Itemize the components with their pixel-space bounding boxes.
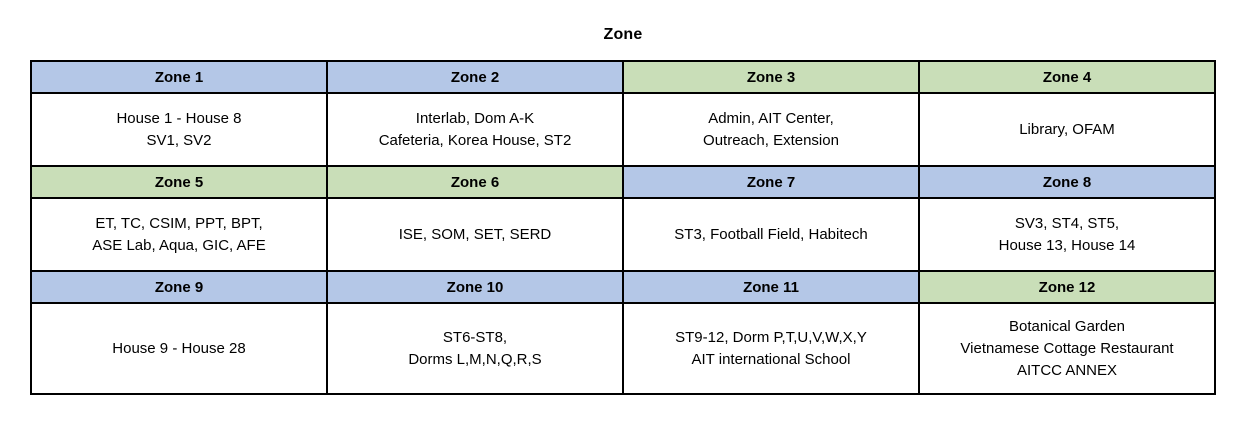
content-line: SV1, SV2 — [146, 131, 212, 149]
content-line: ST9-12, Dorm P,T,U,V,W,X,Y — [675, 328, 867, 346]
zone-content-row-2 — [31, 198, 1215, 271]
zone-2-header: Zone 2 — [327, 61, 623, 93]
zone-6-header: Zone 6 — [327, 166, 623, 198]
content-line: SV3, ST4, ST5, — [1014, 214, 1120, 232]
content-line: ISE, SOM, SET, SERD — [398, 225, 552, 243]
zone-6-content — [327, 198, 623, 271]
zone-9-content — [31, 303, 327, 394]
content-line: ST3, Football Field, Habitech — [674, 225, 868, 243]
content-line: Interlab, Dom A-K — [415, 109, 535, 127]
zone-1-header: Zone 1 — [31, 61, 327, 93]
zone-10-content — [327, 303, 623, 394]
content-line: ASE Lab, Aqua, GIC, AFE — [92, 236, 266, 254]
zone-4-content — [919, 93, 1215, 166]
zone-header-row-2 — [31, 166, 1215, 198]
zone-7-header: Zone 7 — [623, 166, 919, 198]
zone-header-row-3 — [31, 271, 1215, 303]
table-title: Zone — [603, 26, 643, 43]
content-line: Dorms L,M,N,Q,R,S — [408, 350, 542, 368]
zone-10-header: Zone 10 — [327, 271, 623, 303]
content-line: Botanical Garden — [1009, 317, 1125, 335]
content-line: House 13, House 14 — [998, 236, 1136, 254]
zone-2-content — [327, 93, 623, 166]
content-line: AITCC ANNEX — [1016, 361, 1118, 379]
zone-content-row-3 — [31, 303, 1215, 394]
zone-7-content — [623, 198, 919, 271]
zone-3-header: Zone 3 — [623, 61, 919, 93]
zone-9-header: Zone 9 — [31, 271, 327, 303]
content-line: House 1 - House 8 — [116, 109, 242, 127]
zone-1-content — [31, 93, 327, 166]
zone-table — [30, 60, 1216, 395]
zone-content-row-1 — [31, 93, 1215, 166]
content-line: ST6-ST8, — [442, 328, 508, 346]
content-line: Admin, AIT Center, — [708, 109, 834, 127]
zone-11-header: Zone 11 — [623, 271, 919, 303]
content-line: Cafeteria, Korea House, ST2 — [378, 131, 572, 149]
zone-8-header: Zone 8 — [919, 166, 1215, 198]
zone-5-header: Zone 5 — [31, 166, 327, 198]
content-line: Library, OFAM — [1019, 120, 1115, 138]
zone-11-content — [623, 303, 919, 394]
zone-4-header: Zone 4 — [919, 61, 1215, 93]
content-line: ET, TC, CSIM, PPT, BPT, — [95, 214, 263, 232]
zone-3-content — [623, 93, 919, 166]
zone-5-content — [31, 198, 327, 271]
content-line: House 9 - House 28 — [112, 339, 246, 357]
zone-8-content — [919, 198, 1215, 271]
content-line: Outreach, Extension — [703, 131, 839, 149]
zone-12-content — [919, 303, 1215, 394]
zone-header-row-1 — [31, 61, 1215, 93]
zone-12-header: Zone 12 — [919, 271, 1215, 303]
content-line: AIT international School — [691, 350, 851, 368]
content-line: Vietnamese Cottage Restaurant — [960, 339, 1174, 357]
